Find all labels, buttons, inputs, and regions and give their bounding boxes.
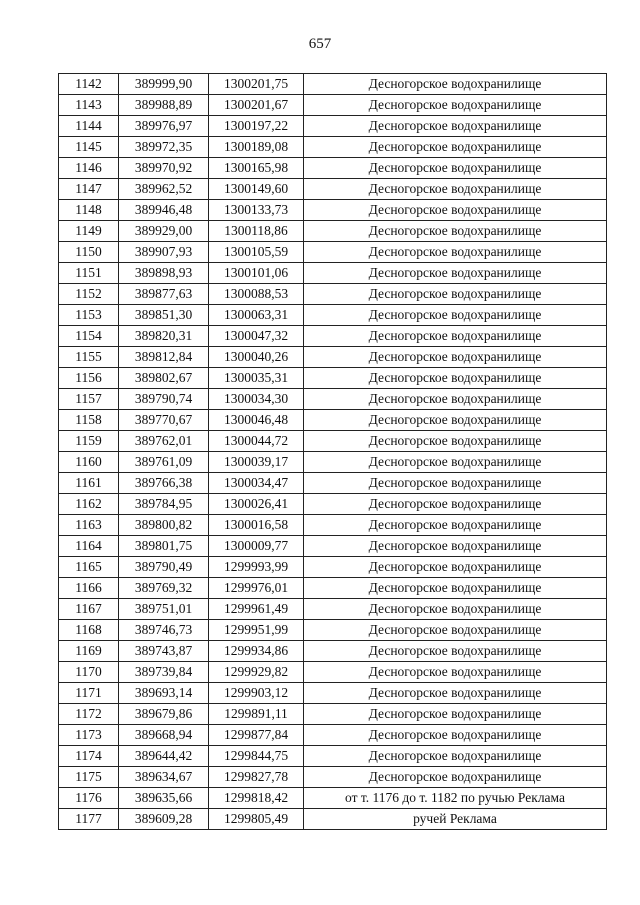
y-coordinate-cell: 1300046,48 bbox=[209, 410, 304, 431]
point-number-cell: 1150 bbox=[59, 242, 119, 263]
table-row bbox=[59, 368, 607, 389]
table-row bbox=[59, 284, 607, 305]
x-coordinate-cell: 389907,93 bbox=[119, 242, 209, 263]
point-number-cell: 1154 bbox=[59, 326, 119, 347]
description-cell: Десногорское водохранилище bbox=[304, 179, 607, 200]
description-cell: Десногорское водохранилище bbox=[304, 557, 607, 578]
y-coordinate-cell: 1299976,01 bbox=[209, 578, 304, 599]
y-coordinate-cell: 1299805,49 bbox=[209, 809, 304, 830]
table-row bbox=[59, 683, 607, 704]
point-number-cell: 1173 bbox=[59, 725, 119, 746]
point-number-cell: 1151 bbox=[59, 263, 119, 284]
description-cell: Десногорское водохранилище bbox=[304, 242, 607, 263]
x-coordinate-cell: 389769,32 bbox=[119, 578, 209, 599]
point-number-cell: 1143 bbox=[59, 95, 119, 116]
description-cell: Десногорское водохранилище bbox=[304, 200, 607, 221]
point-number-cell: 1177 bbox=[59, 809, 119, 830]
x-coordinate-cell: 389801,75 bbox=[119, 536, 209, 557]
x-coordinate-cell: 389972,35 bbox=[119, 137, 209, 158]
x-coordinate-cell: 389634,67 bbox=[119, 767, 209, 788]
x-coordinate-cell: 389762,01 bbox=[119, 431, 209, 452]
description-cell: Десногорское водохранилище bbox=[304, 326, 607, 347]
description-cell: Десногорское водохранилище bbox=[304, 578, 607, 599]
point-number-cell: 1174 bbox=[59, 746, 119, 767]
description-cell: Десногорское водохранилище bbox=[304, 515, 607, 536]
point-number-cell: 1146 bbox=[59, 158, 119, 179]
x-coordinate-cell: 389800,82 bbox=[119, 515, 209, 536]
description-cell: Десногорское водохранилище bbox=[304, 452, 607, 473]
point-number-cell: 1155 bbox=[59, 347, 119, 368]
point-number-cell: 1170 bbox=[59, 662, 119, 683]
y-coordinate-cell: 1300040,26 bbox=[209, 347, 304, 368]
x-coordinate-cell: 389851,30 bbox=[119, 305, 209, 326]
y-coordinate-cell: 1300026,41 bbox=[209, 494, 304, 515]
description-cell: Десногорское водохранилище bbox=[304, 305, 607, 326]
point-number-cell: 1169 bbox=[59, 641, 119, 662]
y-coordinate-cell: 1300009,77 bbox=[209, 536, 304, 557]
table-row bbox=[59, 578, 607, 599]
y-coordinate-cell: 1299934,86 bbox=[209, 641, 304, 662]
table-row bbox=[59, 788, 607, 809]
description-cell: Десногорское водохранилище bbox=[304, 347, 607, 368]
table-row bbox=[59, 200, 607, 221]
table-row bbox=[59, 305, 607, 326]
point-number-cell: 1145 bbox=[59, 137, 119, 158]
table-row bbox=[59, 431, 607, 452]
x-coordinate-cell: 389743,87 bbox=[119, 641, 209, 662]
point-number-cell: 1157 bbox=[59, 389, 119, 410]
description-cell: Десногорское водохранилище bbox=[304, 389, 607, 410]
description-cell: Десногорское водохранилище bbox=[304, 116, 607, 137]
point-number-cell: 1162 bbox=[59, 494, 119, 515]
x-coordinate-cell: 389739,84 bbox=[119, 662, 209, 683]
y-coordinate-cell: 1300197,22 bbox=[209, 116, 304, 137]
table-row bbox=[59, 746, 607, 767]
description-cell: Десногорское водохранилище bbox=[304, 641, 607, 662]
table-row bbox=[59, 137, 607, 158]
description-cell: Десногорское водохранилище bbox=[304, 746, 607, 767]
description-cell: Десногорское водохранилище bbox=[304, 536, 607, 557]
table-row bbox=[59, 557, 607, 578]
table-row bbox=[59, 515, 607, 536]
y-coordinate-cell: 1299993,99 bbox=[209, 557, 304, 578]
point-number-cell: 1164 bbox=[59, 536, 119, 557]
y-coordinate-cell: 1300201,67 bbox=[209, 95, 304, 116]
y-coordinate-cell: 1300047,32 bbox=[209, 326, 304, 347]
x-coordinate-cell: 389679,86 bbox=[119, 704, 209, 725]
description-cell: Десногорское водохранилище bbox=[304, 74, 607, 95]
y-coordinate-cell: 1299951,99 bbox=[209, 620, 304, 641]
description-cell: Десногорское водохранилище bbox=[304, 473, 607, 494]
point-number-cell: 1161 bbox=[59, 473, 119, 494]
y-coordinate-cell: 1300101,06 bbox=[209, 263, 304, 284]
point-number-cell: 1153 bbox=[59, 305, 119, 326]
x-coordinate-cell: 389644,42 bbox=[119, 746, 209, 767]
x-coordinate-cell: 389668,94 bbox=[119, 725, 209, 746]
point-number-cell: 1176 bbox=[59, 788, 119, 809]
y-coordinate-cell: 1300133,73 bbox=[209, 200, 304, 221]
point-number-cell: 1149 bbox=[59, 221, 119, 242]
coordinates-table-body bbox=[59, 74, 607, 830]
y-coordinate-cell: 1300149,60 bbox=[209, 179, 304, 200]
table-row bbox=[59, 347, 607, 368]
description-cell: Десногорское водохранилище bbox=[304, 662, 607, 683]
table-row bbox=[59, 641, 607, 662]
point-number-cell: 1142 bbox=[59, 74, 119, 95]
description-cell: Десногорское водохранилище bbox=[304, 725, 607, 746]
x-coordinate-cell: 389790,74 bbox=[119, 389, 209, 410]
page-number: 657 bbox=[308, 36, 332, 52]
table-row bbox=[59, 767, 607, 788]
description-cell: ручей Реклама bbox=[304, 809, 607, 830]
description-cell: Десногорское водохранилище bbox=[304, 410, 607, 431]
x-coordinate-cell: 389693,14 bbox=[119, 683, 209, 704]
y-coordinate-cell: 1300034,30 bbox=[209, 389, 304, 410]
x-coordinate-cell: 389988,89 bbox=[119, 95, 209, 116]
point-number-cell: 1158 bbox=[59, 410, 119, 431]
y-coordinate-cell: 1300088,53 bbox=[209, 284, 304, 305]
x-coordinate-cell: 389877,63 bbox=[119, 284, 209, 305]
table-row bbox=[59, 389, 607, 410]
x-coordinate-cell: 389962,52 bbox=[119, 179, 209, 200]
table-row bbox=[59, 494, 607, 515]
y-coordinate-cell: 1300063,31 bbox=[209, 305, 304, 326]
y-coordinate-cell: 1300105,59 bbox=[209, 242, 304, 263]
x-coordinate-cell: 389976,97 bbox=[119, 116, 209, 137]
table-row bbox=[59, 536, 607, 557]
table-row bbox=[59, 221, 607, 242]
table-row bbox=[59, 599, 607, 620]
description-cell: Десногорское водохранилище bbox=[304, 431, 607, 452]
x-coordinate-cell: 389766,38 bbox=[119, 473, 209, 494]
y-coordinate-cell: 1299891,11 bbox=[209, 704, 304, 725]
table-row bbox=[59, 242, 607, 263]
x-coordinate-cell: 389898,93 bbox=[119, 263, 209, 284]
description-cell: Десногорское водохранилище bbox=[304, 263, 607, 284]
x-coordinate-cell: 389761,09 bbox=[119, 452, 209, 473]
x-coordinate-cell: 389790,49 bbox=[119, 557, 209, 578]
point-number-cell: 1152 bbox=[59, 284, 119, 305]
description-cell: Десногорское водохранилище bbox=[304, 221, 607, 242]
description-cell: Десногорское водохранилище bbox=[304, 767, 607, 788]
point-number-cell: 1148 bbox=[59, 200, 119, 221]
table-row bbox=[59, 662, 607, 683]
point-number-cell: 1159 bbox=[59, 431, 119, 452]
table-row bbox=[59, 263, 607, 284]
description-cell: Десногорское водохранилище bbox=[304, 95, 607, 116]
x-coordinate-cell: 389970,92 bbox=[119, 158, 209, 179]
table-row bbox=[59, 95, 607, 116]
table-row bbox=[59, 326, 607, 347]
table-row bbox=[59, 725, 607, 746]
point-number-cell: 1168 bbox=[59, 620, 119, 641]
point-number-cell: 1175 bbox=[59, 767, 119, 788]
point-number-cell: 1166 bbox=[59, 578, 119, 599]
y-coordinate-cell: 1299929,82 bbox=[209, 662, 304, 683]
description-cell: от т. 1176 до т. 1182 по ручью Реклама bbox=[304, 788, 607, 809]
description-cell: Десногорское водохранилище bbox=[304, 284, 607, 305]
x-coordinate-cell: 389784,95 bbox=[119, 494, 209, 515]
y-coordinate-cell: 1300165,98 bbox=[209, 158, 304, 179]
point-number-cell: 1167 bbox=[59, 599, 119, 620]
description-cell: Десногорское водохранилище bbox=[304, 158, 607, 179]
y-coordinate-cell: 1300034,47 bbox=[209, 473, 304, 494]
y-coordinate-cell: 1300035,31 bbox=[209, 368, 304, 389]
table-row bbox=[59, 179, 607, 200]
y-coordinate-cell: 1299844,75 bbox=[209, 746, 304, 767]
point-number-cell: 1172 bbox=[59, 704, 119, 725]
x-coordinate-cell: 389820,31 bbox=[119, 326, 209, 347]
coordinates-table bbox=[58, 73, 607, 830]
description-cell: Десногорское водохранилище bbox=[304, 494, 607, 515]
description-cell: Десногорское водохранилище bbox=[304, 704, 607, 725]
point-number-cell: 1171 bbox=[59, 683, 119, 704]
description-cell: Десногорское водохранилище bbox=[304, 599, 607, 620]
y-coordinate-cell: 1299818,42 bbox=[209, 788, 304, 809]
x-coordinate-cell: 389802,67 bbox=[119, 368, 209, 389]
y-coordinate-cell: 1299877,84 bbox=[209, 725, 304, 746]
table-row bbox=[59, 410, 607, 431]
description-cell: Десногорское водохранилище bbox=[304, 137, 607, 158]
table-row bbox=[59, 704, 607, 725]
y-coordinate-cell: 1299903,12 bbox=[209, 683, 304, 704]
y-coordinate-cell: 1300044,72 bbox=[209, 431, 304, 452]
y-coordinate-cell: 1300189,08 bbox=[209, 137, 304, 158]
x-coordinate-cell: 389609,28 bbox=[119, 809, 209, 830]
point-number-cell: 1147 bbox=[59, 179, 119, 200]
description-cell: Десногорское водохранилище bbox=[304, 683, 607, 704]
point-number-cell: 1165 bbox=[59, 557, 119, 578]
y-coordinate-cell: 1299961,49 bbox=[209, 599, 304, 620]
description-cell: Десногорское водохранилище bbox=[304, 368, 607, 389]
table-row bbox=[59, 74, 607, 95]
x-coordinate-cell: 389751,01 bbox=[119, 599, 209, 620]
y-coordinate-cell: 1300016,58 bbox=[209, 515, 304, 536]
x-coordinate-cell: 389999,90 bbox=[119, 74, 209, 95]
table-row bbox=[59, 473, 607, 494]
x-coordinate-cell: 389929,00 bbox=[119, 221, 209, 242]
table-row bbox=[59, 158, 607, 179]
point-number-cell: 1156 bbox=[59, 368, 119, 389]
point-number-cell: 1144 bbox=[59, 116, 119, 137]
x-coordinate-cell: 389770,67 bbox=[119, 410, 209, 431]
x-coordinate-cell: 389946,48 bbox=[119, 200, 209, 221]
x-coordinate-cell: 389635,66 bbox=[119, 788, 209, 809]
table-row bbox=[59, 809, 607, 830]
table-row bbox=[59, 116, 607, 137]
y-coordinate-cell: 1300039,17 bbox=[209, 452, 304, 473]
point-number-cell: 1160 bbox=[59, 452, 119, 473]
x-coordinate-cell: 389812,84 bbox=[119, 347, 209, 368]
y-coordinate-cell: 1299827,78 bbox=[209, 767, 304, 788]
table-row bbox=[59, 620, 607, 641]
table-row bbox=[59, 452, 607, 473]
description-cell: Десногорское водохранилище bbox=[304, 620, 607, 641]
x-coordinate-cell: 389746,73 bbox=[119, 620, 209, 641]
y-coordinate-cell: 1300118,86 bbox=[209, 221, 304, 242]
y-coordinate-cell: 1300201,75 bbox=[209, 74, 304, 95]
point-number-cell: 1163 bbox=[59, 515, 119, 536]
